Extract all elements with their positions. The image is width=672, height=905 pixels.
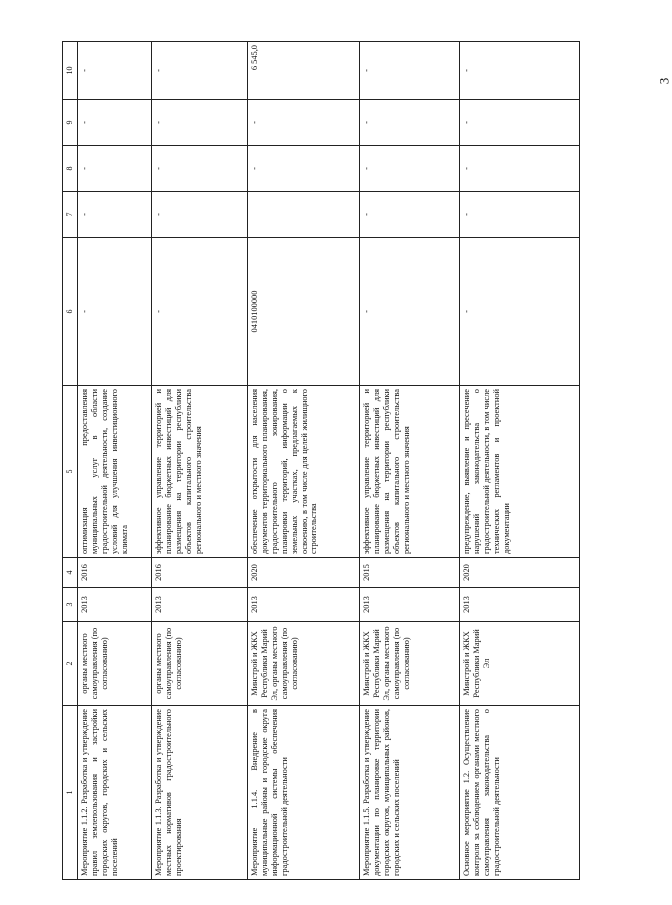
executor-cell: Минстрой и ЖКХ Республики Марий Эл, органы местного самоуправления (по согласованию) [248, 622, 360, 706]
end-year-cell: 2016 [152, 558, 248, 588]
value-cell: - [152, 146, 248, 192]
end-year-cell: 2020 [460, 558, 580, 588]
value-cell: - [460, 146, 580, 192]
value-cell: - [152, 192, 248, 238]
table-row [248, 42, 360, 880]
page-number: 3 [656, 77, 672, 85]
result-cell: обеспечение открытости для населения документов территориального планирования, градостроительного зонирования, планировки территорий, информации о земельных участках, предлагаемых к освоению, в том числе для целей жилищного строительства [248, 386, 360, 558]
value-cell [248, 192, 360, 238]
activity-cell: Основное мероприятие 1.2. Осуществление контроля за соблюдением органами местного самоуправления законодательства о градостроительной деятельности [460, 706, 580, 880]
header-cell: 3 [63, 588, 78, 622]
value-cell: - [78, 42, 152, 100]
value-cell: - [152, 100, 248, 146]
code-cell: 0410100000 [248, 238, 360, 386]
executor-cell: Минстрой и ЖКХ Республики Марий Эл, органы местного самоуправления (по согласованию) [360, 622, 460, 706]
end-year-cell: 2016 [78, 558, 152, 588]
value-cell: - [78, 146, 152, 192]
header-row [63, 42, 78, 880]
header-cell: 10 [63, 42, 78, 100]
header-cell: 8 [63, 146, 78, 192]
value-cell: - [460, 192, 580, 238]
result-cell: эффективное управление территорией и планирование бюджетных инвестиций для размещения на территории республики объектов капитального строительства регионального и местного значения [152, 386, 248, 558]
program-table [62, 41, 580, 880]
value-cell: - [78, 192, 152, 238]
table-row [460, 42, 580, 880]
code-cell: - [78, 238, 152, 386]
header-cell: 2 [63, 622, 78, 706]
value-cell: - [360, 192, 460, 238]
value-cell: 6 545,0 [248, 42, 360, 100]
end-year-cell: 2020 [248, 558, 360, 588]
value-cell: - [460, 100, 580, 146]
header-cell: 9 [63, 100, 78, 146]
header-cell: 7 [63, 192, 78, 238]
start-year-cell: 2013 [460, 588, 580, 622]
value-cell: - [360, 42, 460, 100]
result-cell: оптимизация предоставления муниципальных услуг в области градостроительной деятельности, создание условий для улучшения инвестиционного климата [78, 386, 152, 558]
start-year-cell: 2013 [360, 588, 460, 622]
value-cell: - [360, 146, 460, 192]
value-cell: - [360, 100, 460, 146]
value-cell: - [248, 100, 360, 146]
result-cell: предупреждение, выявление и пресечение нарушений законодательства о градостроительной деятельности, в том числе технических регламентов и проектной документации [460, 386, 580, 558]
table-row [78, 42, 152, 880]
value-cell: - [248, 146, 360, 192]
result-cell: эффективное управление территорией и планирование бюджетных инвестиций для размещения на территории республики объектов капитального строительства регионального и местного значения [360, 386, 460, 558]
code-cell: - [152, 238, 248, 386]
start-year-cell: 2013 [248, 588, 360, 622]
executor-cell: органы местного самоуправления (по согласованию) [78, 622, 152, 706]
code-cell: - [360, 238, 460, 386]
header-cell: 5 [63, 386, 78, 558]
header-cell: 6 [63, 238, 78, 386]
value-cell: - [152, 42, 248, 100]
value-cell: - [78, 100, 152, 146]
code-cell: - [460, 238, 580, 386]
executor-cell: органы местного самоуправления (по согласованию) [152, 622, 248, 706]
table-row [360, 42, 460, 880]
header-cell: 1 [63, 706, 78, 880]
header-cell: 4 [63, 558, 78, 588]
start-year-cell: 2013 [152, 588, 248, 622]
activity-cell: Мероприятие 1.1.4. Внедрение в муниципальные районы и городские округа информационной системы обеспечения градостроительной деятельности [248, 706, 360, 880]
activity-cell: Мероприятие 1.1.3. Разработка и утверждение местных нормативов градостроительного проектирования [152, 706, 248, 880]
table-row [152, 42, 248, 880]
value-cell: - [460, 42, 580, 100]
activity-cell: Мероприятие 1.1.5. Разработка и утверждение документации по планировке территории городских округов, муниципальных районов, городских и сельских поселений [360, 706, 460, 880]
start-year-cell: 2013 [78, 588, 152, 622]
end-year-cell: 2015 [360, 558, 460, 588]
activity-cell: Мероприятие 1.1.2. Разработка и утверждение правил землепользования и застройки городских округов, городских и сельских поселений [78, 706, 152, 880]
executor-cell: Минстрой и ЖКХ Республики Марий Эл [460, 622, 580, 706]
